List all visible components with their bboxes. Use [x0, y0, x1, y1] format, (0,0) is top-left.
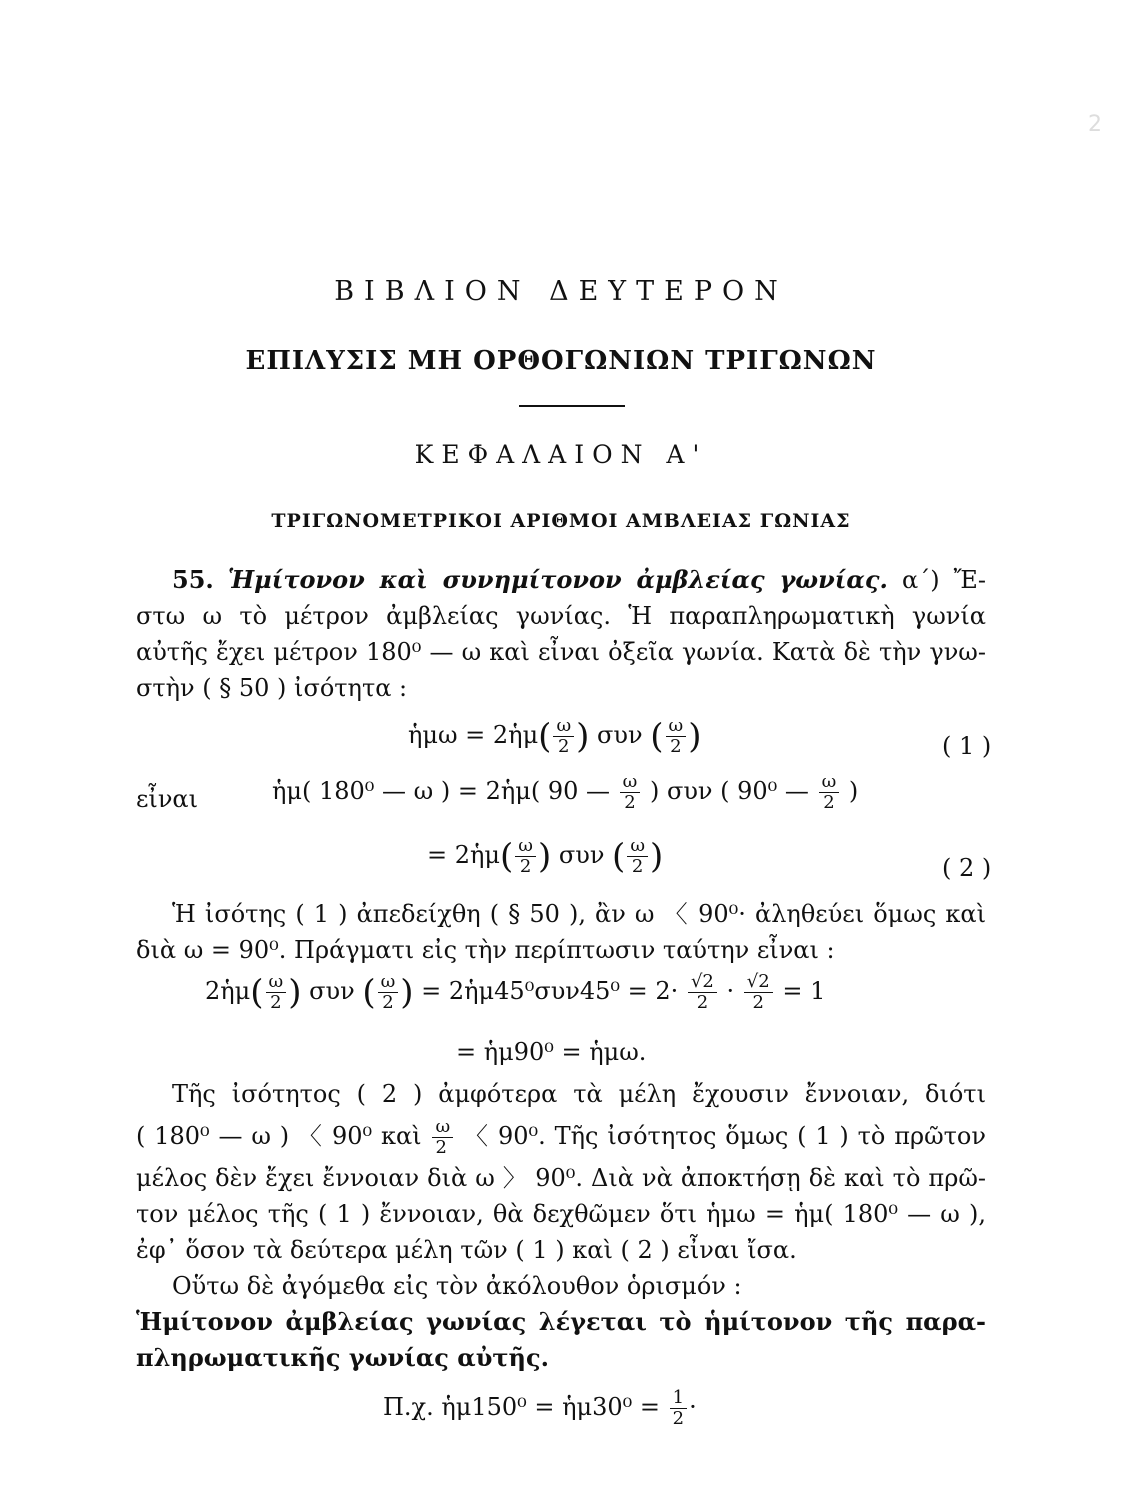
- example-lhs: Π.χ. ἡμ150⁰ = ἡμ30⁰ =: [383, 1393, 661, 1421]
- eq3-rhs-3: = 1: [782, 977, 826, 1005]
- paragraph-4: [136, 1268, 986, 1304]
- eq3-fraction-b: $\frac{\omega}{2}$: [378, 972, 399, 1013]
- eq1-mid: συν: [597, 721, 643, 749]
- section-intro-line-3: στὴν ( § 50 ) ἰσότητα :: [136, 674, 408, 702]
- eq3-mid: συν: [309, 977, 355, 1005]
- eq1-fraction-a: $\frac{\omega}{2}$: [553, 716, 574, 757]
- chapter-subtitle: ΤΡΙΓΩΝΟΜΕΤΡΙΚΟΙ ΑΡΙΘΜΟΙ ΑΜΒΛΕΙΑΣ ΓΩΝΙΑΣ: [271, 510, 851, 532]
- einai-label: εἶναι: [136, 785, 199, 813]
- section-first-line: [136, 562, 986, 598]
- definition-line-0: Ἡμίτονον ἀμβλείας γωνίας λέγεται τὸ ἡμίτονον τῆς παρα-: [136, 1307, 986, 1336]
- paragraph-3-line-1: [136, 1112, 986, 1160]
- equation-2-label: ( 2 ): [942, 854, 992, 882]
- paragraph-2-line-0: Ἡ ἰσότης ( 1 ) ἀπεδείχθη ( § 50 ), ἂν ω 〈 90⁰· ἀληθεύει ὅμως καὶ: [172, 900, 986, 928]
- paragraph-3-line-1b: 〈 90⁰. Τῆς ἰσότητος ὅμως ( 1 ) τὸ πρῶτον: [463, 1122, 986, 1150]
- example-fraction: $\frac{1}{2}$: [670, 1388, 687, 1429]
- definition: [136, 1304, 986, 1376]
- eq2-fraction-a: $\frac{\omega}{2}$: [515, 836, 536, 877]
- eq1-lhs: ἡμω = 2ἡμ: [408, 721, 539, 749]
- paragraph-3-line-0: Τῆς ἰσότητος ( 2 ) ἀμφότερα τὰ μέλη ἔχουσιν ἔννοιαν, διότι: [172, 1080, 986, 1108]
- section-number: 55.: [172, 565, 214, 594]
- einai-fraction-b: $\frac{\omega}{2}$: [819, 772, 840, 813]
- eq3-rhs-2: ·: [726, 977, 735, 1005]
- eq3-fraction-a: $\frac{\omega}{2}$: [266, 972, 287, 1013]
- eq3-lhs: 2ἡμ: [205, 977, 251, 1005]
- eq2-mid: συν: [558, 841, 605, 869]
- einai-end: ): [848, 777, 859, 805]
- equation-einai: [272, 772, 858, 813]
- paragraph-4-line: Οὕτω δὲ ἀγόμεθα εἰς τὸν ἀκόλουθον ὁρισμόν :: [172, 1272, 742, 1300]
- einai-fraction-a: $\frac{\omega}{2}$: [620, 772, 641, 813]
- equation-3: 2ἡμ( $\frac{\omega}{2}$ ) συν ( $\frac{\omega}{2}$ ) = 2ἡμ45⁰συν45⁰ = 2· $\frac{√2}{2}$ · $\frac{√2}{2}$ = 1: [205, 971, 826, 1013]
- equation-1-label: ( 1 ): [942, 732, 992, 760]
- eq3-root-fraction-b: $\frac{√2}{2}$: [744, 972, 773, 1013]
- part-title: ΕΠΙΛΥΣΙΣ ΜΗ ΟΡΘΟΓΩΝΙΩΝ ΤΡΙΓΩΝΩΝ: [245, 346, 877, 376]
- eq3-rhs-1: = 2ἡμ45⁰συν45⁰ = 2·: [421, 977, 679, 1005]
- eq3-root-fraction-a: $\frac{√2}{2}$: [688, 972, 717, 1013]
- einai-mid: ) συν ( 90⁰ —: [649, 777, 809, 805]
- page-corner-mark: 2: [1088, 112, 1102, 137]
- example-end: ·: [689, 1393, 697, 1421]
- paragraph-3-fraction: $\frac{\omega}{2}$: [432, 1117, 453, 1158]
- section-intro-line-0: α΄) Ἔ-: [901, 566, 986, 594]
- book-title: ΒΙΒΛΙΟΝ ΔΕΥΤΕΡΟΝ: [334, 276, 788, 307]
- equation-4: = ἡμ90⁰ = ἡμω.: [456, 1038, 647, 1066]
- equation-1: ἡμω = 2ἡμ( $\frac{\omega}{2}$ ) συν ( $\frac{\omega}{2}$ ): [408, 715, 702, 757]
- paragraph-3-line-3: τον μέλος τῆς ( 1 ) ἔννοιαν, θὰ δεχθῶμεν ὅτι ἡμω = ἡμ( 180⁰ — ω ),: [136, 1200, 986, 1228]
- section-heading: Ἡμίτονον καὶ συνημίτονον ἀμβλείας γωνίας.: [227, 565, 888, 594]
- section-intro: [136, 562, 986, 706]
- einai-lhs: ἡμ( 180⁰ — ω ) = 2ἡμ( 90 —: [272, 777, 610, 805]
- section-intro-line-2: αὐτῆς ἔχει μέτρον 180⁰ — ω καὶ εἶναι ὀξεῖα γωνία. Κατὰ δὲ τὴν γνω-: [136, 638, 986, 666]
- paragraph-3: [136, 1076, 986, 1268]
- equation-2: = 2ἡμ( $\frac{\omega}{2}$ ) συν ( $\frac{\omega}{2}$ ): [427, 835, 664, 877]
- eq1-fraction-b: $\frac{\omega}{2}$: [666, 716, 687, 757]
- definition-line-1: πληρωματικῆς γωνίας αὐτῆς.: [136, 1343, 549, 1372]
- title-divider: [519, 405, 625, 407]
- example: [383, 1388, 697, 1429]
- eq2-fraction-b: $\frac{\omega}{2}$: [627, 836, 648, 877]
- paragraph-2: [136, 896, 986, 968]
- eq2-lhs: = 2ἡμ: [427, 841, 500, 869]
- paragraph-3-line-1a: ( 180⁰ — ω ) 〈 90⁰ καὶ: [136, 1122, 422, 1150]
- paragraph-3-line-2: μέλος δὲν ἔχει ἔννοιαν διὰ ω 〉 90⁰. Διὰ νὰ ἀποκτήσῃ δὲ καὶ τὸ πρῶ-: [136, 1164, 986, 1192]
- chapter-title: ΚΕΦΑΛΑΙΟΝ Α': [414, 440, 708, 469]
- paragraph-3-line-4: ἐφ᾽ ὅσον τὰ δεύτερα μέλη τῶν ( 1 ) καὶ ( 2 ) εἶναι ἴσα.: [136, 1236, 797, 1264]
- paragraph-2-line-1: διὰ ω = 90⁰. Πράγματι εἰς τὴν περίπτωσιν ταύτην εἶναι :: [136, 936, 835, 964]
- section-intro-line-1: στω ω τὸ μέτρον ἀμβλείας γωνίας. Ἡ παραπληρωματικὴ γωνία: [136, 602, 986, 630]
